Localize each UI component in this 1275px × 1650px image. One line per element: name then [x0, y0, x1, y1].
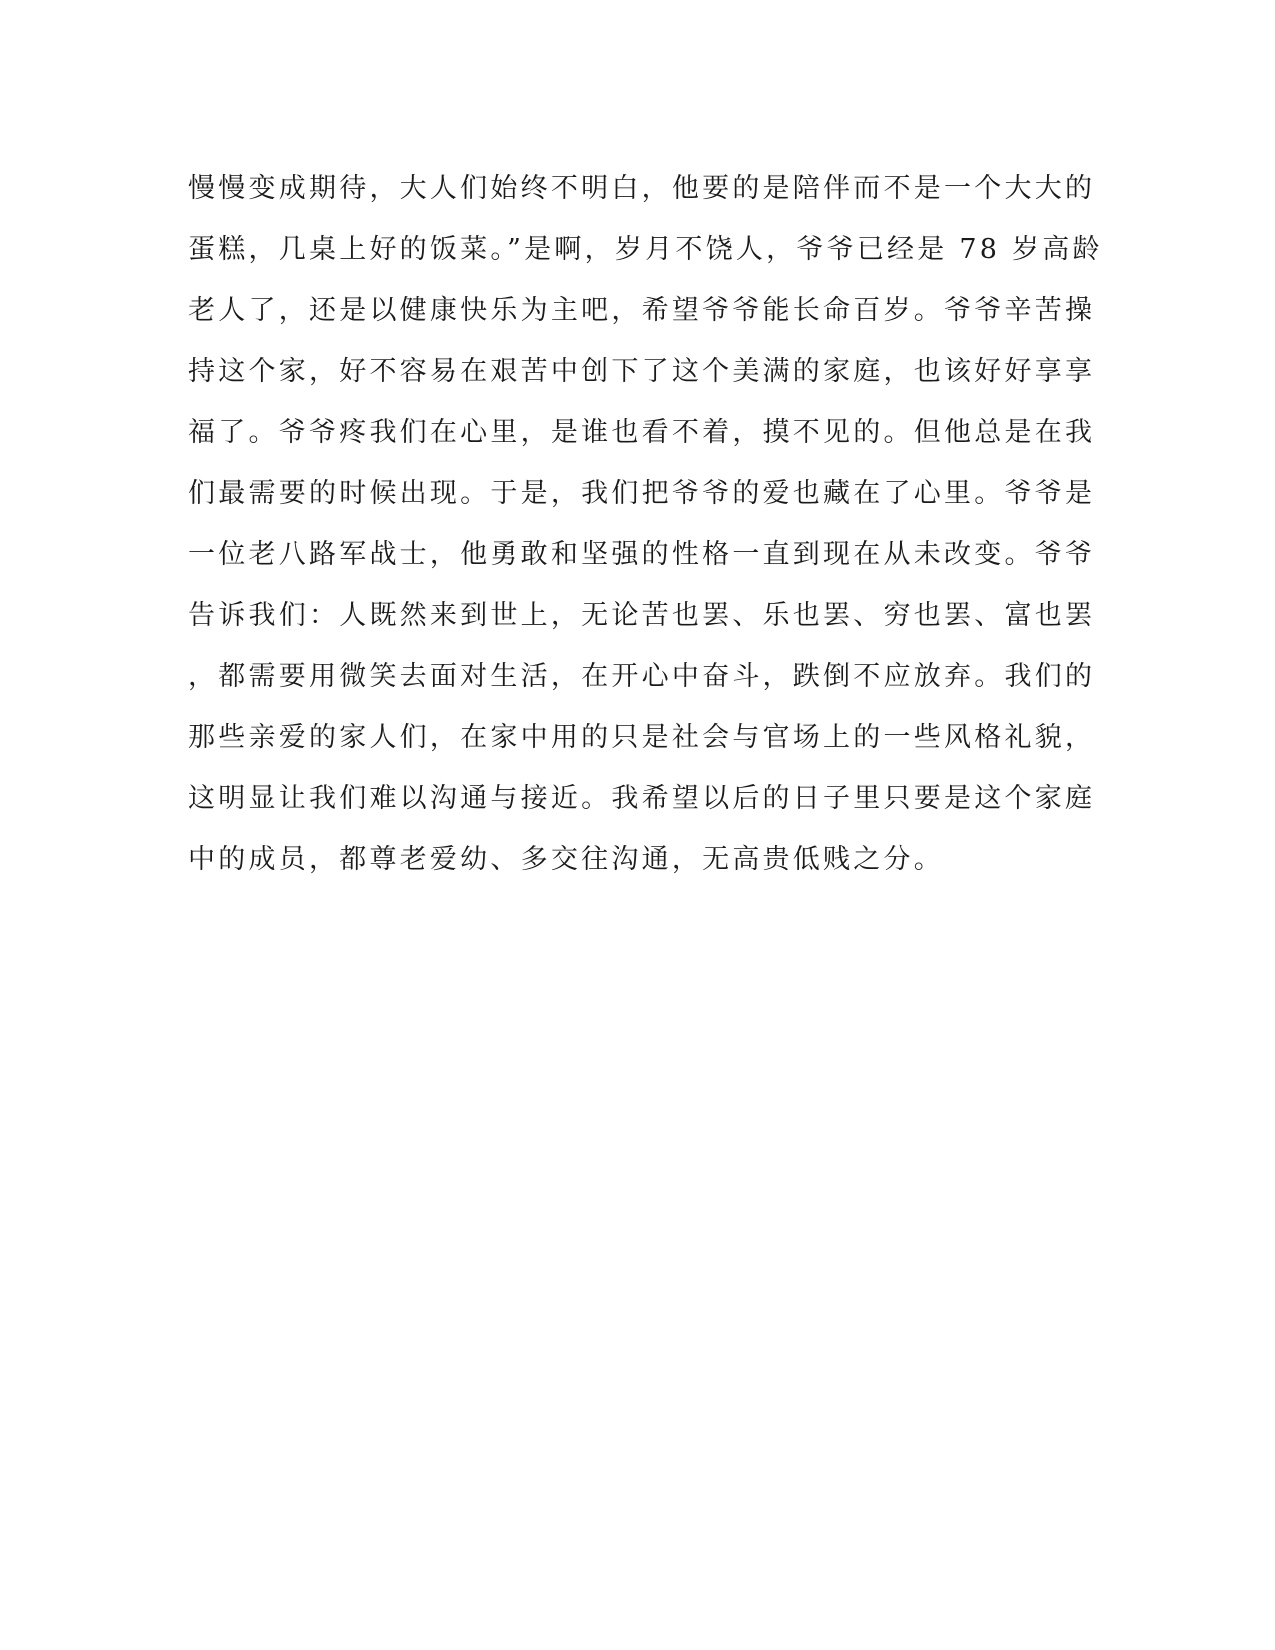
text-line: 告诉我们：人既然来到世上，无论苦也罢、乐也罢、穷也罢、富也罢	[188, 600, 1096, 631]
body-paragraph	[188, 162, 1103, 894]
text-line: ，都需要用微笑去面对生活，在开心中奋斗，跌倒不应放弃。我们的	[188, 661, 1096, 692]
text-line: 老人了，还是以健康快乐为主吧，希望爷爷能长命百岁。爷爷辛苦操	[188, 295, 1096, 326]
text-line: 这明显让我们难以沟通与接近。我希望以后的日子里只要是这个家庭	[188, 783, 1096, 814]
text-line: 福了。爷爷疼我们在心里，是谁也看不着，摸不见的。但他总是在我	[188, 417, 1096, 448]
text-line: 蛋糕，几桌上好的饭菜。”是啊，岁月不饶人，爷爷已经是 78 岁高龄	[188, 234, 1103, 265]
text-line: 慢慢变成期待，大人们始终不明白，他要的是陪伴而不是一个大大的	[188, 173, 1096, 204]
text-line: 那些亲爱的家人们，在家中用的只是社会与官场上的一些风格礼貌，	[188, 722, 1096, 753]
text-line: 们最需要的时候出现。于是，我们把爷爷的爱也藏在了心里。爷爷是	[188, 478, 1096, 509]
text-line: 一位老八路军战士，他勇敢和坚强的性格一直到现在从未改变。爷爷	[188, 539, 1096, 570]
text-line: 持这个家，好不容易在艰苦中创下了这个美满的家庭，也该好好享享	[188, 356, 1096, 387]
text-line: 中的成员，都尊老爱幼、多交往沟通，无高贵低贱之分。	[188, 844, 944, 875]
